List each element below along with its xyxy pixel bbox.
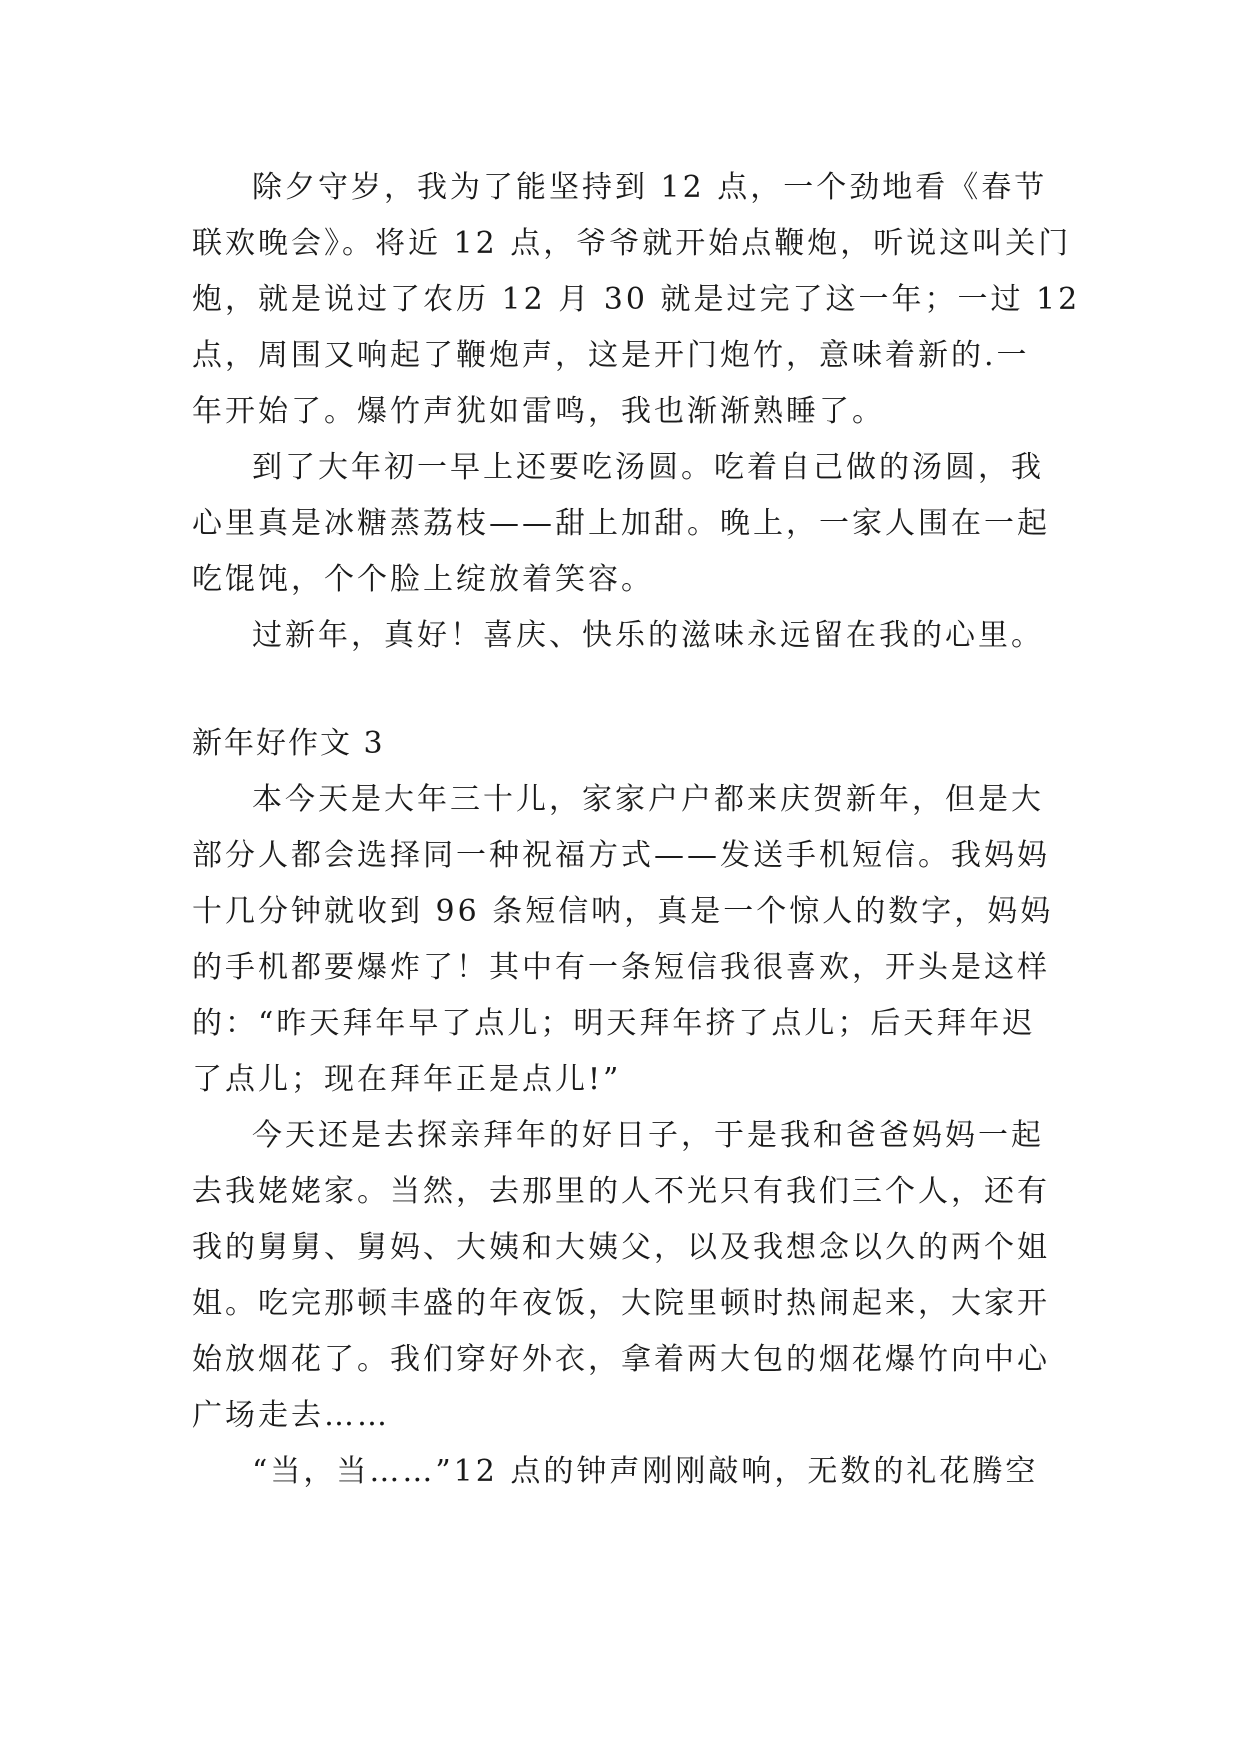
paragraph-line: 去我姥姥家。当然，去那里的人不光只有我们三个人，还有	[192, 1174, 1050, 1209]
paragraph-line: 我的舅舅、舅妈、大姨和大姨父，以及我想念以久的两个姐	[192, 1230, 1050, 1265]
paragraph-line: 部分人都会选择同一种祝福方式——发送手机短信。我妈妈	[192, 838, 1050, 873]
paragraph-line: 过新年，真好！喜庆、快乐的滋味永远留在我的心里。	[252, 618, 1044, 653]
paragraph-line: 到了大年初一早上还要吃汤圆。吃着自己做的汤圆，我	[252, 450, 1044, 485]
paragraph-line: 年开始了。爆竹声犹如雷鸣，我也渐渐熟睡了。	[192, 394, 885, 429]
paragraph-line: 的手机都要爆炸了！其中有一条短信我很喜欢，开头是这样	[192, 950, 1050, 985]
paragraph-line: 的：“昨天拜年早了点儿；明天拜年挤了点儿；后天拜年迟	[192, 1006, 1036, 1041]
paragraph-line: 吃馄饨，个个脸上绽放着笑容。	[192, 562, 654, 597]
paragraph-line: 姐。吃完那顿丰盛的年夜饭，大院里顿时热闹起来，大家开	[192, 1286, 1050, 1321]
paragraph-line: 点，周围又响起了鞭炮声，这是开门炮竹，意味着新的.一	[192, 338, 1030, 373]
paragraph-line: 本今天是大年三十儿，家家户户都来庆贺新年，但是大	[252, 782, 1044, 817]
paragraph-line: 今天还是去探亲拜年的好日子，于是我和爸爸妈妈一起	[252, 1118, 1044, 1153]
paragraph-line: “当，当……”12 点的钟声刚刚敲响，无数的礼花腾空	[252, 1454, 1039, 1489]
paragraph-line: 炮，就是说过了农历 12 月 30 就是过完了这一年；一过 12	[192, 282, 1081, 317]
section-title: 新年好作文 3	[192, 726, 385, 761]
paragraph-line: 十几分钟就收到 96 条短信呐，真是一个惊人的数字，妈妈	[192, 894, 1054, 929]
paragraph-line: 联欢晚会》。将近 12 点，爷爷就开始点鞭炮，听说这叫关门	[192, 226, 1072, 261]
paragraph-line: 除夕守岁，我为了能坚持到 12 点，一个劲地看《春节	[252, 170, 1048, 205]
paragraph-line: 心里真是冰糖蒸荔枝——甜上加甜。晚上，一家人围在一起	[192, 506, 1050, 541]
paragraph-line: 始放烟花了。我们穿好外衣，拿着两大包的烟花爆竹向中心	[192, 1342, 1050, 1377]
paragraph-line: 广场走去……	[192, 1398, 390, 1433]
paragraph-line: 了点儿；现在拜年正是点儿!”	[192, 1062, 622, 1097]
